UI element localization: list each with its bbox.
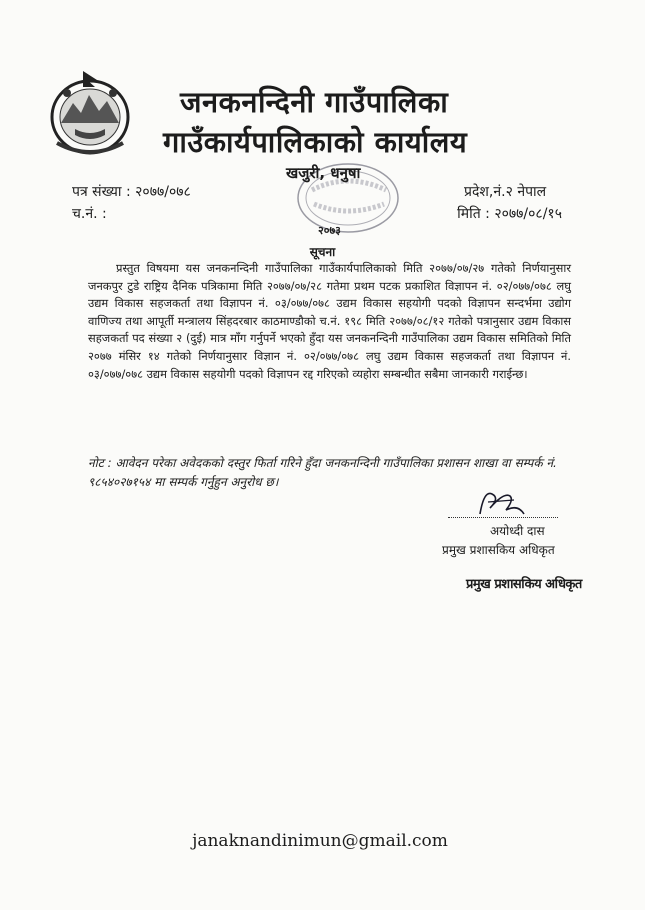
reference-block-right xyxy=(412,181,562,225)
office-name: जनकनन्दिनी गाउँपालिका xyxy=(180,85,449,119)
nepal-emblem-icon xyxy=(47,65,133,157)
contact-email: janaknandinimun@gmail.com xyxy=(192,831,448,851)
reference-block-left xyxy=(72,181,191,225)
dispatch-number: च.नं. : xyxy=(72,206,107,222)
letter-date: मिति : २०७७/०८/१५ xyxy=(457,206,562,222)
signature-line xyxy=(448,517,558,518)
notice-note: नोट : आवेदन परेका अवेदकको दस्तुर फिर्ता गरिने हुँदा जनकनन्दिनी गाउँपालिका प्रशासन शाखा वा सम्पर्क नं. ९८५४०२७१५४ मा सम्पर्क गर्नुहुन अनुरोध छ। xyxy=(88,456,557,489)
province-label: प्रदेश,नं.२ नेपाल xyxy=(464,184,547,200)
seal-year: २०७३ xyxy=(318,224,341,237)
notice-body: प्रस्तुत विषयमा यस जनकनन्दिनी गाउँपालिका गाउँकार्यपालिकाको मिति २०७७/०७/२७ गतेको निर्णयानुसार जनकपुर टुडे राष्ट्रिय दैनिक पत्रिकामा मिति २०७७/०७/२८ गतेमा प्रथम पटक प्रकाशित विज्ञापन नं. ०२/०७७/०७८ लघु उद्यम विकास सहजकर्ता तथा विज्ञापन नं. ०३/०७७/०७८ उद्यम विकास सहयोगी पदको विज्ञापन सन्दर्भमा उद्योग वाणिज्य तथा आपूर्ती मन्त्रालय सिंहदरबार काठमाण्डौको च.नं. १९८ मिति २०७७/०८/१२ गतेको पत्रानुसार उद्यम विकास सहजकर्ता पद संख्या २ (दुई) मात्र माँग गर्नुपर्ने भएको हुँदा यस जनकनन्दिनी गाउँपालिका उद्यम विकास समितिको मिति २०७७ मंसिर १४ गतेको निर्णयानुसार विज्ञान नं. ०२/०७७/०७८ लघु उद्यम विकास सहजकर्ता तथा विज्ञापन नं. ०३/०७७/०७८ उद्यम विकास सहयोगी पदको विज्ञापन रद्द गरिएको व्यहोरा सम्बन्धीत सबैमा जानकारी गराईन्छ। xyxy=(88,261,571,381)
signer-title: प्रमुख प्रशासकिय अधिकृत xyxy=(442,543,555,557)
letter-number: पत्र संख्या : २०७७/०७८ xyxy=(72,184,191,200)
signer-name: अयोध्दी दास xyxy=(490,524,545,538)
rubber-stamp-title: प्रमुख प्रशासकिय अधिकृत xyxy=(466,577,582,592)
office-location: खजुरी, धनुषा xyxy=(286,164,361,182)
office-subtitle: गाउँकार्यपालिकाको कार्यालय xyxy=(163,125,468,159)
notice-heading: सूचना xyxy=(309,245,336,259)
